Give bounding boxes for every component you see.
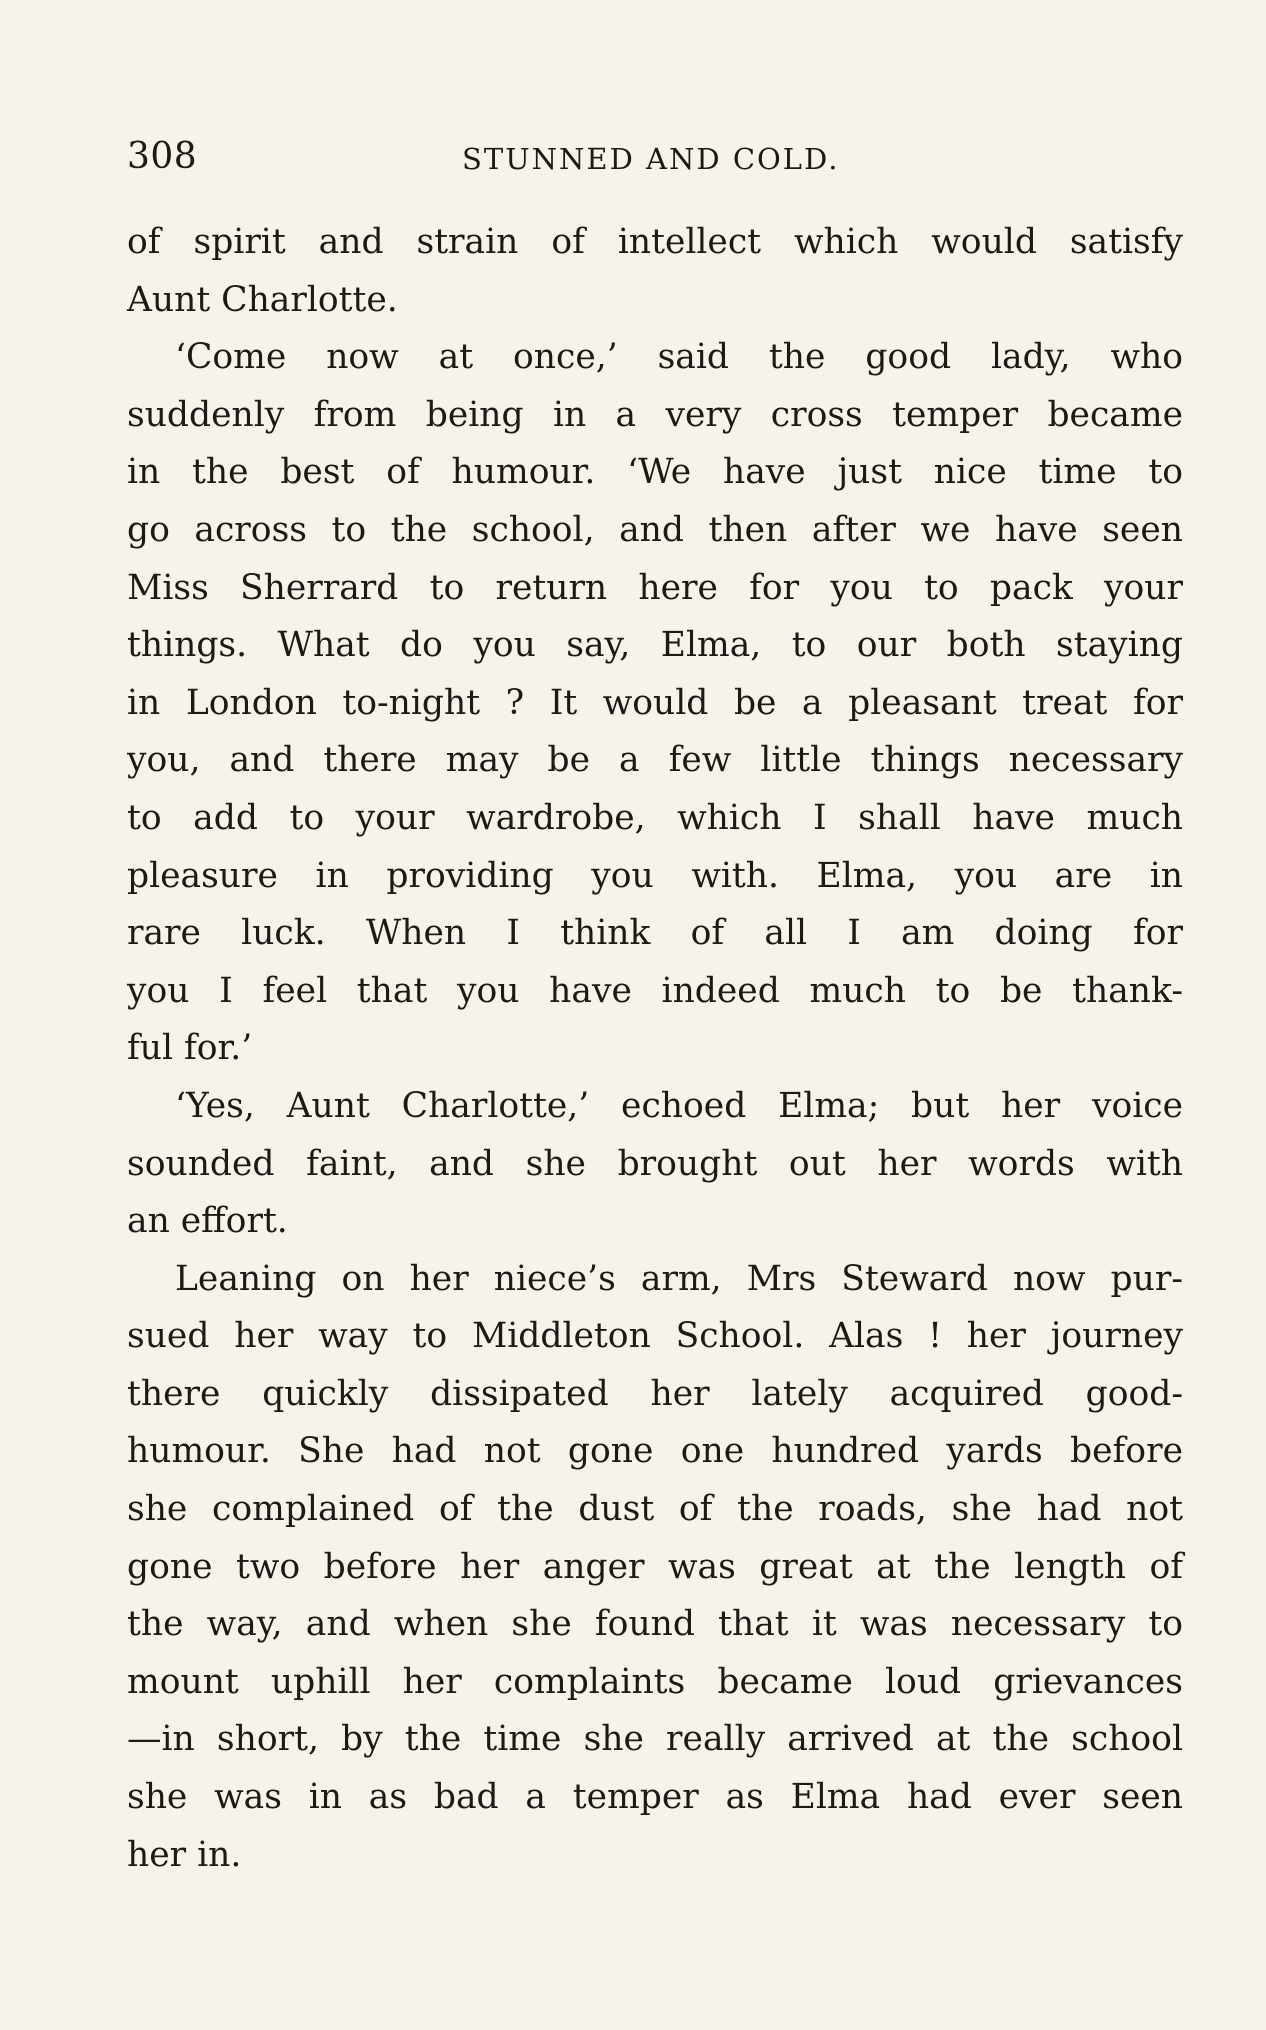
text-line: there quickly dissipated her lately acquired good- <box>127 1373 1183 1414</box>
text-line: of spirit and strain of intellect which would satisfy <box>127 222 1183 262</box>
page-number: 308 <box>127 136 198 177</box>
text-line: ‘Yes, Aunt Charlotte,’ echoed Elma; but her voice <box>175 1085 1183 1126</box>
text-line: you, and there may be a few little things necessary <box>127 740 1183 781</box>
text-line: her in. <box>127 1834 242 1875</box>
text-line: go across to the school, and then after we have seen <box>127 509 1183 550</box>
text-line: sued her way to Middleton School. Alas ! her journey <box>127 1316 1183 1357</box>
text-line: Aunt Charlotte. <box>127 279 398 320</box>
text-line: in the best of humour. ‘We have just nice time to <box>127 452 1183 493</box>
text-line: Miss Sherrard to return here for you to pack your <box>127 567 1183 608</box>
text-line: an effort. <box>127 1201 288 1242</box>
body-text <box>127 214 1183 1884</box>
text-line: to add to your wardrobe, which I shall have much <box>127 797 1183 838</box>
text-line: gone two before her anger was great at the length of <box>127 1546 1183 1587</box>
text-line: Leaning on her niece’s arm, Mrs Steward now pur- <box>175 1258 1183 1299</box>
text-line: you I feel that you have indeed much to be thank- <box>127 970 1183 1011</box>
page-header <box>127 136 1147 186</box>
text-line: she was in as bad a temper as Elma had ever seen <box>127 1777 1183 1818</box>
running-head: STUNNED AND COLD. <box>462 142 840 176</box>
text-line: she complained of the dust of the roads, she had not <box>127 1489 1183 1530</box>
text-line: —in short, by the time she really arrived at the school <box>127 1719 1183 1760</box>
text-line: mount uphill her complaints became loud grievances <box>127 1661 1183 1702</box>
text-line: ‘Come now at once,’ said the good lady, who <box>175 337 1183 378</box>
text-line: sounded faint, and she brought out her words with <box>127 1143 1183 1184</box>
text-line: ful for.’ <box>127 1028 253 1069</box>
text-line: rare luck. When I think of all I am doing for <box>127 913 1183 954</box>
text-line: things. What do you say, Elma, to our both staying <box>127 625 1183 666</box>
text-line: in London to-night ? It would be a pleasant treat for <box>127 682 1183 723</box>
text-line: the way, and when she found that it was necessary to <box>127 1604 1183 1645</box>
text-line: suddenly from being in a very cross temper became <box>127 394 1183 435</box>
text-line: humour. She had not gone one hundred yards before <box>127 1431 1183 1472</box>
text-line: pleasure in providing you with. Elma, you are in <box>127 855 1183 896</box>
